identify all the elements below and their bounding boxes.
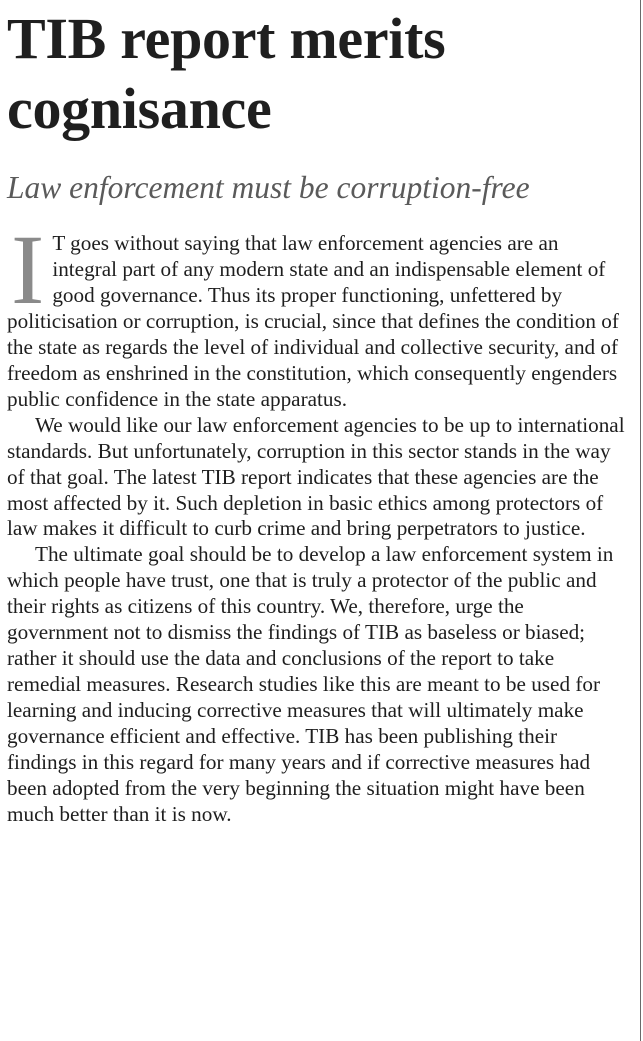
headline: TIB report merits cognisance	[7, 6, 446, 141]
paragraph-3: The ultimate goal should be to develop a law enforcement system in which people have trust, one that is truly a protector of the public and their rights as citizens of this country. We, therefore, urge the government not to dismiss the findings of TIB as baseless or biased; rather it should use the data and conclusions of the report to take remedial measures. Research studies like this are meant to be used for learning and inducing corrective measures that will ultimately make governance efficient and effective. TIB has been publishing their findings in this regard for many years and if corrective measures had been adopted from the very beginning the situation might have been much better than it is now.	[7, 542, 614, 826]
article-body	[7, 214, 627, 828]
paragraph-2: We would like our law enforcement agencies to be up to international standards. But unfortunately, corruption in this sector stands in the way of that goal. The latest TIB report indicates that these agencies are the most affected by it. Such depletion in basic ethics among protectors of law makes it difficult to curb crime and bring perpetrators to justice.	[7, 412, 625, 541]
paragraph-1	[7, 214, 627, 413]
subheadline: Law enforcement must be corruption-free	[7, 170, 530, 205]
column-divider	[640, 0, 641, 1041]
drop-cap: I	[11, 214, 45, 325]
paragraph-1-text: T goes without saying that law enforcement agencies are an integral part of any modern state and an indispensable element of good governance. Thus its proper functioning, unfettered by politicisation or corruption, is crucial, since that defines the condition of the state as regards the level of individual and collective security, and of freedom as enshrined in the constitution, which consequently engenders public confidence in the state apparatus.	[7, 231, 619, 411]
